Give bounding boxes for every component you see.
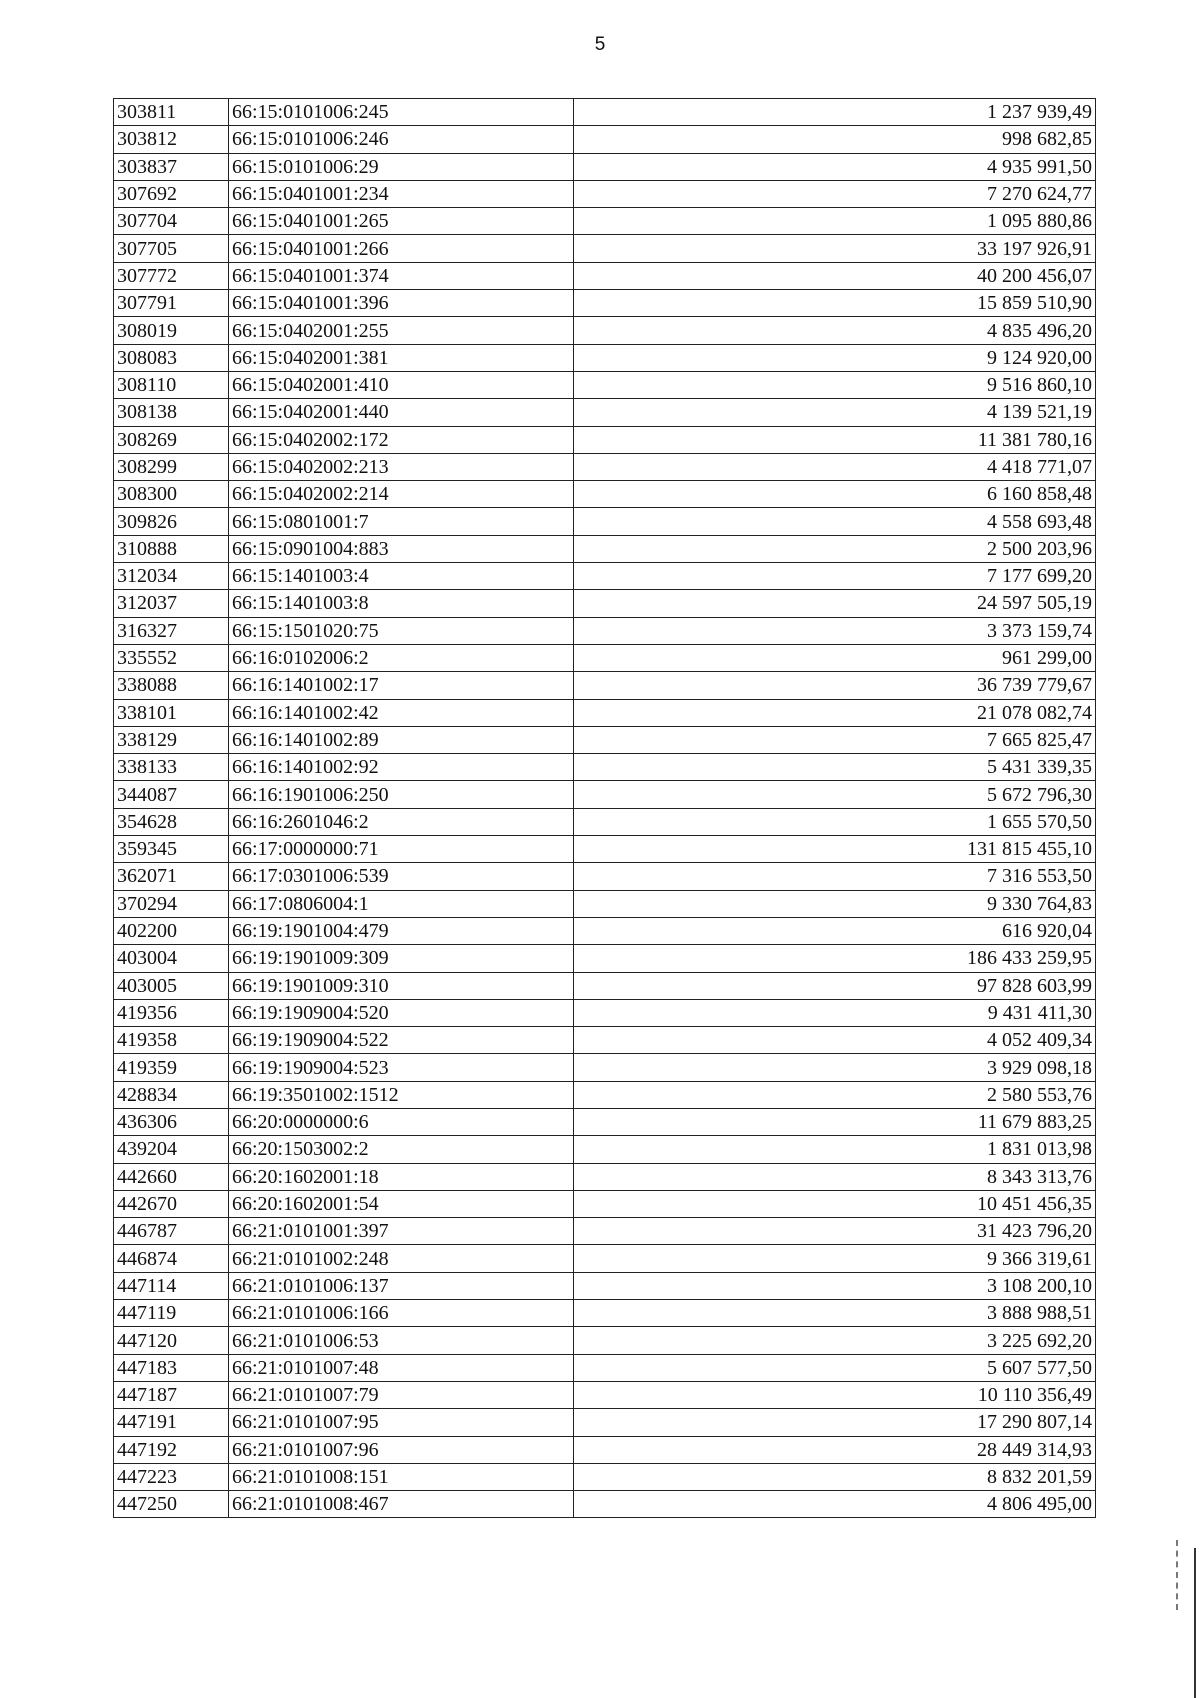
record-number-cell: 307772 xyxy=(114,262,229,289)
cadastral-value-cell: 31 423 796,20 xyxy=(574,1218,1096,1245)
table-row xyxy=(114,481,1096,508)
cadastral-value-cell: 33 197 926,91 xyxy=(574,235,1096,262)
cadastral-number-cell: 66:15:0402001:255 xyxy=(229,317,574,344)
cadastral-number-cell: 66:21:0101007:96 xyxy=(229,1436,574,1463)
cadastral-number-cell: 66:15:1401003:8 xyxy=(229,590,574,617)
record-number-cell: 447114 xyxy=(114,1272,229,1299)
table-row xyxy=(114,808,1096,835)
record-number-cell: 308269 xyxy=(114,426,229,453)
cadastral-number-cell: 66:15:0402002:172 xyxy=(229,426,574,453)
cadastral-value-cell: 7 270 624,77 xyxy=(574,180,1096,207)
scan-edge-line xyxy=(1194,1548,1196,1698)
cadastral-value-cell: 21 078 082,74 xyxy=(574,699,1096,726)
table-row xyxy=(114,426,1096,453)
cadastral-number-cell: 66:21:0101007:79 xyxy=(229,1381,574,1408)
record-number-cell: 338129 xyxy=(114,726,229,753)
record-number-cell: 308110 xyxy=(114,371,229,398)
cadastral-value-cell: 1 831 013,98 xyxy=(574,1136,1096,1163)
table-row xyxy=(114,890,1096,917)
cadastral-value-cell: 9 516 860,10 xyxy=(574,371,1096,398)
record-number-cell: 403004 xyxy=(114,945,229,972)
cadastral-value-cell: 3 225 692,20 xyxy=(574,1327,1096,1354)
table-row xyxy=(114,1218,1096,1245)
table-row xyxy=(114,1108,1096,1135)
table-row xyxy=(114,208,1096,235)
cadastral-number-cell: 66:15:0401001:265 xyxy=(229,208,574,235)
record-number-cell: 447183 xyxy=(114,1354,229,1381)
table-row xyxy=(114,1081,1096,1108)
registry-table xyxy=(113,98,1096,1518)
record-number-cell: 307692 xyxy=(114,180,229,207)
cadastral-number-cell: 66:15:1401003:4 xyxy=(229,563,574,590)
table-row xyxy=(114,1436,1096,1463)
record-number-cell: 359345 xyxy=(114,836,229,863)
cadastral-number-cell: 66:15:0801001:7 xyxy=(229,508,574,535)
record-number-cell: 442670 xyxy=(114,1190,229,1217)
table-row xyxy=(114,1136,1096,1163)
table-row xyxy=(114,1491,1096,1518)
page-number: 5 xyxy=(594,34,606,55)
cadastral-value-cell: 7 177 699,20 xyxy=(574,563,1096,590)
record-number-cell: 447191 xyxy=(114,1409,229,1436)
record-number-cell: 403005 xyxy=(114,972,229,999)
cadastral-number-cell: 66:21:0101007:95 xyxy=(229,1409,574,1436)
record-number-cell: 307705 xyxy=(114,235,229,262)
table-row xyxy=(114,863,1096,890)
cadastral-value-cell: 5 607 577,50 xyxy=(574,1354,1096,1381)
record-number-cell: 447223 xyxy=(114,1463,229,1490)
cadastral-value-cell: 11 679 883,25 xyxy=(574,1108,1096,1135)
cadastral-number-cell: 66:21:0101007:48 xyxy=(229,1354,574,1381)
table-row xyxy=(114,180,1096,207)
cadastral-value-cell: 4 835 496,20 xyxy=(574,317,1096,344)
record-number-cell: 428834 xyxy=(114,1081,229,1108)
cadastral-number-cell: 66:16:2601046:2 xyxy=(229,808,574,835)
record-number-cell: 419358 xyxy=(114,1027,229,1054)
record-number-cell: 447187 xyxy=(114,1381,229,1408)
cadastral-number-cell: 66:16:1401002:17 xyxy=(229,672,574,699)
cadastral-number-cell: 66:19:1901004:479 xyxy=(229,917,574,944)
cadastral-number-cell: 66:16:1401002:92 xyxy=(229,754,574,781)
record-number-cell: 447192 xyxy=(114,1436,229,1463)
cadastral-number-cell: 66:15:0101006:29 xyxy=(229,153,574,180)
record-number-cell: 308083 xyxy=(114,344,229,371)
cadastral-value-cell: 11 381 780,16 xyxy=(574,426,1096,453)
record-number-cell: 439204 xyxy=(114,1136,229,1163)
cadastral-number-cell: 66:20:0000000:6 xyxy=(229,1108,574,1135)
table-row xyxy=(114,1054,1096,1081)
record-number-cell: 303837 xyxy=(114,153,229,180)
cadastral-value-cell: 8 832 201,59 xyxy=(574,1463,1096,1490)
record-number-cell: 442660 xyxy=(114,1163,229,1190)
cadastral-number-cell: 66:15:0402002:213 xyxy=(229,453,574,480)
cadastral-number-cell: 66:15:0401001:396 xyxy=(229,290,574,317)
record-number-cell: 419359 xyxy=(114,1054,229,1081)
table-row xyxy=(114,317,1096,344)
cadastral-value-cell: 2 580 553,76 xyxy=(574,1081,1096,1108)
cadastral-value-cell: 1 655 570,50 xyxy=(574,808,1096,835)
cadastral-value-cell: 10 451 456,35 xyxy=(574,1190,1096,1217)
record-number-cell: 316327 xyxy=(114,617,229,644)
record-number-cell: 344087 xyxy=(114,781,229,808)
cadastral-value-cell: 24 597 505,19 xyxy=(574,590,1096,617)
cadastral-number-cell: 66:19:1901009:310 xyxy=(229,972,574,999)
cadastral-number-cell: 66:15:0402002:214 xyxy=(229,481,574,508)
cadastral-value-cell: 5 431 339,35 xyxy=(574,754,1096,781)
cadastral-value-cell: 40 200 456,07 xyxy=(574,262,1096,289)
record-number-cell: 308300 xyxy=(114,481,229,508)
record-number-cell: 447119 xyxy=(114,1300,229,1327)
cadastral-value-cell: 9 124 920,00 xyxy=(574,344,1096,371)
record-number-cell: 419356 xyxy=(114,999,229,1026)
cadastral-number-cell: 66:19:3501002:1512 xyxy=(229,1081,574,1108)
table-row xyxy=(114,1463,1096,1490)
cadastral-value-cell: 4 052 409,34 xyxy=(574,1027,1096,1054)
cadastral-value-cell: 131 815 455,10 xyxy=(574,836,1096,863)
cadastral-value-cell: 3 888 988,51 xyxy=(574,1300,1096,1327)
cadastral-number-cell: 66:16:1901006:250 xyxy=(229,781,574,808)
cadastral-number-cell: 66:21:0101006:166 xyxy=(229,1300,574,1327)
record-number-cell: 312034 xyxy=(114,563,229,590)
table-row xyxy=(114,1190,1096,1217)
table-row xyxy=(114,1354,1096,1381)
table-row xyxy=(114,235,1096,262)
record-number-cell: 308138 xyxy=(114,399,229,426)
cadastral-number-cell: 66:21:0101002:248 xyxy=(229,1245,574,1272)
cadastral-value-cell: 998 682,85 xyxy=(574,126,1096,153)
record-number-cell: 338101 xyxy=(114,699,229,726)
record-number-cell: 402200 xyxy=(114,917,229,944)
cadastral-number-cell: 66:15:0101006:245 xyxy=(229,99,574,126)
table-row xyxy=(114,917,1096,944)
scan-edge-dash xyxy=(1176,1540,1180,1610)
table-row xyxy=(114,590,1096,617)
table-row xyxy=(114,754,1096,781)
table-row xyxy=(114,508,1096,535)
table-row xyxy=(114,153,1096,180)
cadastral-number-cell: 66:21:0101006:53 xyxy=(229,1327,574,1354)
cadastral-value-cell: 616 920,04 xyxy=(574,917,1096,944)
cadastral-number-cell: 66:15:0401001:266 xyxy=(229,235,574,262)
cadastral-number-cell: 66:21:0101008:151 xyxy=(229,1463,574,1490)
cadastral-number-cell: 66:16:1401002:89 xyxy=(229,726,574,753)
table-row xyxy=(114,453,1096,480)
table-row xyxy=(114,1245,1096,1272)
cadastral-value-cell: 9 330 764,83 xyxy=(574,890,1096,917)
cadastral-value-cell: 5 672 796,30 xyxy=(574,781,1096,808)
cadastral-value-cell: 9 366 319,61 xyxy=(574,1245,1096,1272)
table-row xyxy=(114,344,1096,371)
cadastral-number-cell: 66:15:0402001:440 xyxy=(229,399,574,426)
record-number-cell: 307791 xyxy=(114,290,229,317)
cadastral-value-cell: 3 373 159,74 xyxy=(574,617,1096,644)
record-number-cell: 436306 xyxy=(114,1108,229,1135)
cadastral-value-cell: 36 739 779,67 xyxy=(574,672,1096,699)
record-number-cell: 362071 xyxy=(114,863,229,890)
cadastral-number-cell: 66:15:0901004:883 xyxy=(229,535,574,562)
record-number-cell: 446874 xyxy=(114,1245,229,1272)
cadastral-value-cell: 1 237 939,49 xyxy=(574,99,1096,126)
cadastral-number-cell: 66:17:0301006:539 xyxy=(229,863,574,890)
cadastral-value-cell: 4 935 991,50 xyxy=(574,153,1096,180)
cadastral-number-cell: 66:15:0101006:246 xyxy=(229,126,574,153)
cadastral-value-cell: 17 290 807,14 xyxy=(574,1409,1096,1436)
record-number-cell: 310888 xyxy=(114,535,229,562)
registry-table-body xyxy=(114,99,1096,1518)
record-number-cell: 370294 xyxy=(114,890,229,917)
table-row xyxy=(114,262,1096,289)
cadastral-value-cell: 3 929 098,18 xyxy=(574,1054,1096,1081)
table-row xyxy=(114,781,1096,808)
table-row xyxy=(114,1327,1096,1354)
table-row xyxy=(114,1381,1096,1408)
cadastral-value-cell: 10 110 356,49 xyxy=(574,1381,1096,1408)
cadastral-number-cell: 66:20:1503002:2 xyxy=(229,1136,574,1163)
cadastral-number-cell: 66:19:1909004:522 xyxy=(229,1027,574,1054)
cadastral-value-cell: 4 139 521,19 xyxy=(574,399,1096,426)
cadastral-value-cell: 9 431 411,30 xyxy=(574,999,1096,1026)
record-number-cell: 338133 xyxy=(114,754,229,781)
cadastral-value-cell: 6 160 858,48 xyxy=(574,481,1096,508)
cadastral-value-cell: 961 299,00 xyxy=(574,644,1096,671)
cadastral-number-cell: 66:21:0101006:137 xyxy=(229,1272,574,1299)
table-row xyxy=(114,672,1096,699)
table-row xyxy=(114,1163,1096,1190)
table-row xyxy=(114,1300,1096,1327)
cadastral-value-cell: 2 500 203,96 xyxy=(574,535,1096,562)
record-number-cell: 308019 xyxy=(114,317,229,344)
table-row xyxy=(114,371,1096,398)
cadastral-number-cell: 66:16:0102006:2 xyxy=(229,644,574,671)
cadastral-value-cell: 1 095 880,86 xyxy=(574,208,1096,235)
record-number-cell: 303811 xyxy=(114,99,229,126)
record-number-cell: 354628 xyxy=(114,808,229,835)
table-row xyxy=(114,126,1096,153)
cadastral-number-cell: 66:20:1602001:54 xyxy=(229,1190,574,1217)
table-row xyxy=(114,1409,1096,1436)
table-row xyxy=(114,726,1096,753)
cadastral-value-cell: 3 108 200,10 xyxy=(574,1272,1096,1299)
cadastral-value-cell: 4 558 693,48 xyxy=(574,508,1096,535)
cadastral-number-cell: 66:15:0401001:374 xyxy=(229,262,574,289)
cadastral-value-cell: 7 665 825,47 xyxy=(574,726,1096,753)
record-number-cell: 308299 xyxy=(114,453,229,480)
cadastral-number-cell: 66:15:0402001:381 xyxy=(229,344,574,371)
table-row xyxy=(114,617,1096,644)
cadastral-value-cell: 15 859 510,90 xyxy=(574,290,1096,317)
record-number-cell: 446787 xyxy=(114,1218,229,1245)
cadastral-number-cell: 66:17:0806004:1 xyxy=(229,890,574,917)
cadastral-value-cell: 7 316 553,50 xyxy=(574,863,1096,890)
cadastral-value-cell: 4 418 771,07 xyxy=(574,453,1096,480)
record-number-cell: 309826 xyxy=(114,508,229,535)
cadastral-number-cell: 66:21:0101001:397 xyxy=(229,1218,574,1245)
table-row xyxy=(114,399,1096,426)
cadastral-number-cell: 66:15:0402001:410 xyxy=(229,371,574,398)
table-row xyxy=(114,999,1096,1026)
cadastral-number-cell: 66:20:1602001:18 xyxy=(229,1163,574,1190)
record-number-cell: 447250 xyxy=(114,1491,229,1518)
cadastral-number-cell: 66:19:1909004:520 xyxy=(229,999,574,1026)
table-row xyxy=(114,290,1096,317)
table-row xyxy=(114,644,1096,671)
table-row xyxy=(114,836,1096,863)
record-number-cell: 307704 xyxy=(114,208,229,235)
cadastral-number-cell: 66:17:0000000:71 xyxy=(229,836,574,863)
table-row xyxy=(114,99,1096,126)
cadastral-number-cell: 66:19:1909004:523 xyxy=(229,1054,574,1081)
cadastral-value-cell: 186 433 259,95 xyxy=(574,945,1096,972)
cadastral-value-cell: 8 343 313,76 xyxy=(574,1163,1096,1190)
cadastral-number-cell: 66:15:1501020:75 xyxy=(229,617,574,644)
table-row xyxy=(114,972,1096,999)
cadastral-value-cell: 28 449 314,93 xyxy=(574,1436,1096,1463)
cadastral-number-cell: 66:19:1901009:309 xyxy=(229,945,574,972)
cadastral-value-cell: 4 806 495,00 xyxy=(574,1491,1096,1518)
table-row xyxy=(114,945,1096,972)
cadastral-number-cell: 66:21:0101008:467 xyxy=(229,1491,574,1518)
record-number-cell: 338088 xyxy=(114,672,229,699)
table-row xyxy=(114,699,1096,726)
table-row xyxy=(114,535,1096,562)
cadastral-value-cell: 97 828 603,99 xyxy=(574,972,1096,999)
record-number-cell: 335552 xyxy=(114,644,229,671)
table-row xyxy=(114,1272,1096,1299)
record-number-cell: 303812 xyxy=(114,126,229,153)
cadastral-number-cell: 66:16:1401002:42 xyxy=(229,699,574,726)
record-number-cell: 312037 xyxy=(114,590,229,617)
table-row xyxy=(114,1027,1096,1054)
table-row xyxy=(114,563,1096,590)
cadastral-number-cell: 66:15:0401001:234 xyxy=(229,180,574,207)
record-number-cell: 447120 xyxy=(114,1327,229,1354)
